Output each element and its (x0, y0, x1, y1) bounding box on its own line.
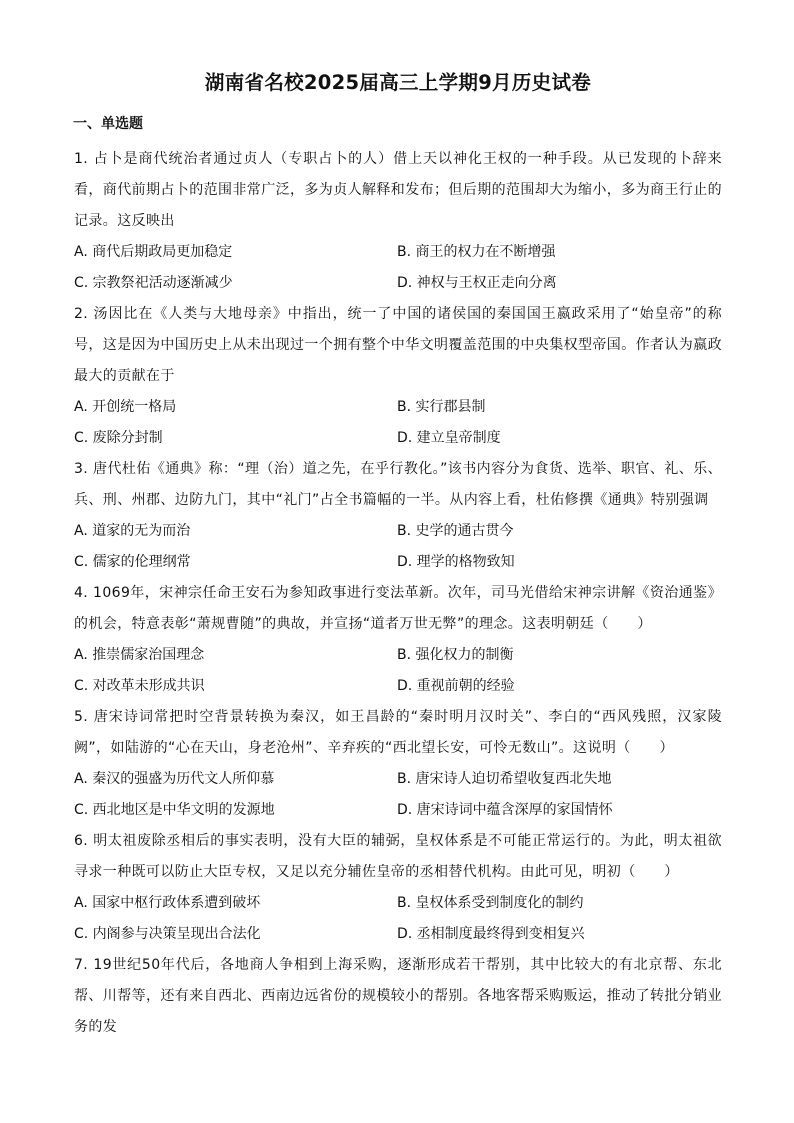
option-c: C. 儒家的伦理纲常 (74, 554, 191, 570)
option-d: D. 理学的格物致知 (397, 554, 515, 570)
option-b: B. 实行郡县制 (397, 399, 486, 415)
question-1 (74, 144, 722, 299)
option-d: D. 神权与王权正走向分离 (397, 275, 557, 291)
option-list (74, 392, 722, 454)
option-c: C. 对改革未形成共识 (74, 678, 205, 694)
option-c: C. 废除分封制 (74, 430, 163, 446)
option-b: B. 史学的通古贯今 (397, 523, 514, 539)
option-c: C. 西北地区是中华文明的发源地 (74, 802, 275, 818)
section-title: 一、单选题 (73, 116, 143, 132)
question-stem: 6. 明太祖废除丞相后的事实表明，没有大臣的辅弼，皇权体系是不可能正常运行的。为此，明太祖欲寻求一种既可以防止大臣专权，又足以充分辅佐皇帝的丞相替代机构。由此可见，明初（ ） (74, 833, 722, 880)
option-d: D. 重视前朝的经验 (397, 678, 515, 694)
option-a: A. 国家中枢行政体系遭到破坏 (74, 895, 261, 911)
option-d: D. 唐宋诗词中蕴含深厚的家国情怀 (397, 802, 613, 818)
option-b: B. 商王的权力在不断增强 (397, 244, 556, 260)
question-4 (74, 578, 722, 702)
option-list (74, 888, 722, 950)
option-b: B. 强化权力的制衡 (397, 647, 514, 663)
question-stem: 7. 19世纪50年代后，各地商人争相到上海采购，逐渐形成若干帮别，其中比较大的有北京帮、东北帮、川帮等，还有来自西北、西南边远省份的规模较小的帮别。各地客帮采购贩运，推动了转批分销业务的发 (74, 957, 722, 1035)
option-list (74, 640, 722, 702)
option-a: A. 开创统一格局 (74, 399, 177, 415)
question-5 (74, 702, 722, 826)
option-b: B. 皇权体系受到制度化的制约 (397, 895, 584, 911)
question-stem: 5. 唐宋诗词常把时空背景转换为秦汉，如王昌龄的“秦时明月汉时关”、李白的“西风残照，汉家陵阙”，如陆游的“心在天山，身老沧州”、辛弃疾的“西北望长安，可怜无数山”。这说明（ ） (74, 709, 722, 756)
option-c: C. 宗教祭祀活动逐渐减少 (74, 275, 233, 291)
question-6 (74, 826, 722, 950)
option-a: A. 秦汉的强盛为历代文人所仰慕 (74, 771, 275, 787)
option-list (74, 237, 722, 299)
option-a: A. 推崇儒家治国理念 (74, 647, 205, 663)
option-c: C. 内阁参与决策呈现出合法化 (74, 926, 261, 942)
option-a: A. 商代后期政局更加稳定 (74, 244, 233, 260)
page-title: 湖南省名校2025届高三上学期9月历史试卷 (204, 71, 592, 94)
option-list (74, 764, 722, 826)
question-7 (74, 950, 722, 1043)
question-stem: 4. 1069年，宋神宗任命王安石为参知政事进行变法革新。次年，司马光借给宋神宗讲解《资治通鉴》的机会，特意表彰“萧规曹随”的典故，并宣扬“道者万世无弊”的理念。这表明朝廷（ ） (74, 585, 722, 632)
option-list (74, 516, 722, 578)
option-d: D. 丞相制度最终得到变相复兴 (397, 926, 585, 942)
option-b: B. 唐宋诗人迫切希望收复西北失地 (397, 771, 612, 787)
question-stem: 1. 占卜是商代统治者通过贞人（专职占卜的人）借上天以神化王权的一种手段。从已发现的卜辞来看，商代前期占卜的范围非常广泛，多为贞人解释和发布；但后期的范围却大为缩小，多为商王行止的记录。这反映出 (74, 151, 722, 229)
question-3 (74, 454, 722, 578)
question-stem: 2. 汤因比在《人类与大地母亲》中指出，统一了中国的诸侯国的秦国国王嬴政采用了“始皇帝”的称号，这是因为中国历史上从未出现过一个拥有整个中华文明覆盖范围的中央集权型帝国。作者认为嬴政最大的贡献在于 (74, 306, 722, 384)
question-stem: 3. 唐代杜佑《通典》称：“理（治）道之先，在乎行教化。”该书内容分为食货、选举、职官、礼、乐、兵、刑、州郡、边防九门，其中“礼门”占全书篇幅的一半。从内容上看，杜佑修撰《通典》特别强调 (74, 461, 722, 508)
option-d: D. 建立皇帝制度 (397, 430, 501, 446)
option-a: A. 道家的无为而治 (74, 523, 191, 539)
question-2 (74, 299, 722, 454)
